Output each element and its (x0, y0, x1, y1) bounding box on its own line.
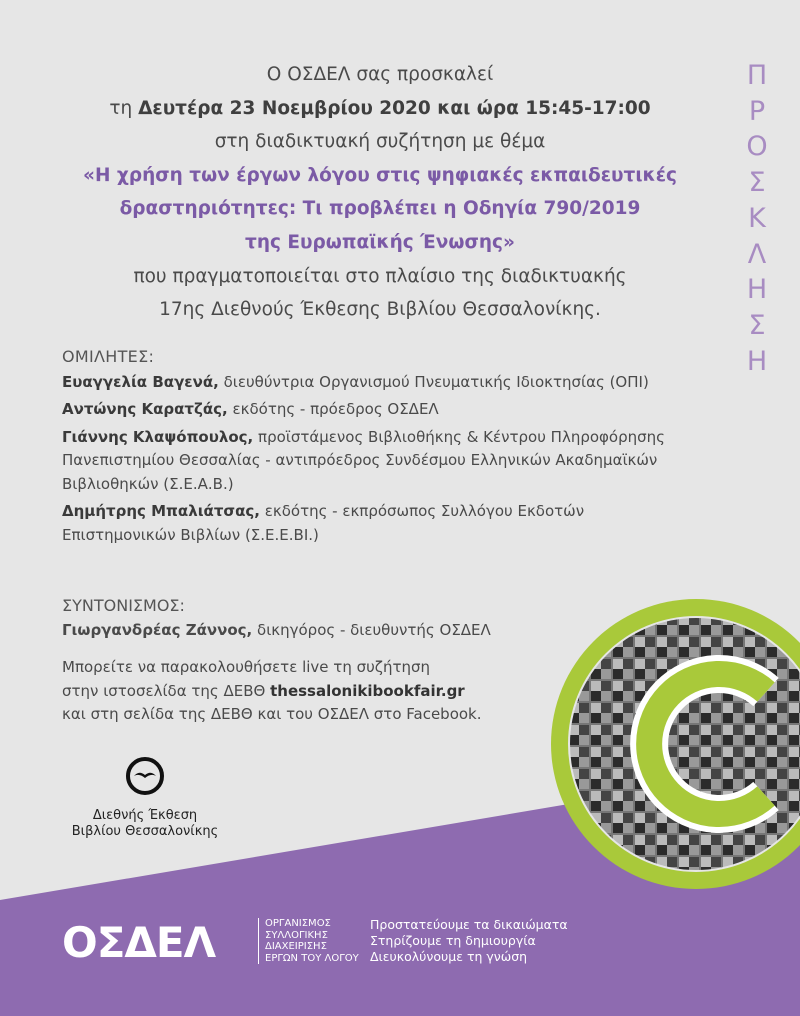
live-line-1: Μπορείτε να παρακολουθήσετε live τη συζήτηση (62, 658, 430, 676)
event-date: Δευτέρα 23 Νοεμβρίου 2020 και ώρα 15:45-17:00 (138, 97, 651, 119)
website-link[interactable]: thessalonikibookfair.gr (270, 681, 465, 700)
speaker-role: εκδότης - πρόεδρος ΟΣΔΕΛ (227, 400, 439, 418)
speaker-role-cont: Επιστημονικών Βιβλίων (Σ.Ε.Ε.ΒΙ.) (62, 525, 319, 544)
vertical-title (737, 58, 777, 379)
invitation-line-1: Ο ΟΣΔΕΛ σας προσκαλεί (266, 64, 494, 85)
moderator-heading: ΣΥΝΤΟΝΙΣΜΟΣ: (62, 596, 185, 615)
topic-line-1: «Η χρήση των έργων λόγου στις ψηφιακές εκπαιδευτικές (83, 164, 677, 186)
invitation-line-7: που πραγματοποιείται στο πλαίσιο της διαδικτυακής (133, 265, 627, 287)
vertical-letter: Λ (747, 238, 767, 270)
vertical-letter: Η (746, 345, 768, 377)
vertical-letter: Π (746, 60, 768, 91)
invitation-block (70, 58, 690, 327)
invitation-line-2: τη Δευτέρα 23 Νοεμβρίου 2020 και ώρα 15:45-17:00 (109, 97, 651, 119)
vertical-letter: Κ (748, 202, 766, 234)
slogan-2: Στηρίζουμε τη δημιουργία (370, 933, 536, 948)
invitation-line-8: 17ης Διεθνούς Έκθεσης Βιβλίου Θεσσαλονίκης. (159, 299, 601, 321)
speaker-role: διευθύντρια Οργανισμού Πνευματικής Ιδιοκτησίας (ΟΠΙ) (218, 372, 649, 391)
collage-c-logo-icon (546, 592, 800, 892)
topic-line-2: δραστηριότητες: Τι προβλέπει η Οδηγία 790/2019 (119, 198, 641, 220)
collage-circle (546, 592, 800, 896)
moderator-role: δικηγόρος - διευθυντής ΟΣΔΕΛ (252, 621, 491, 639)
slogan-1: Προστατεύουμε τα δικαιώματα (370, 917, 568, 932)
speakers-section (62, 345, 702, 551)
vertical-letter: Η (746, 274, 768, 306)
speaker-role: εκδότης - εκπρόσωπος Συλλόγου Εκδοτών (260, 502, 585, 520)
speakers-heading: ΟΜΙΛΗΤΕΣ: (62, 347, 155, 366)
vertical-letter: Σ (748, 167, 766, 199)
book-fair-name-2: Βιβλίου Θεσσαλονίκης (71, 824, 219, 839)
speaker-name: Αντώνης Καρατζάς, (62, 400, 228, 418)
book-fair-logo (70, 756, 220, 840)
osdel-logo: ΟΣΔΕΛ (62, 918, 216, 967)
speaker-entry (62, 398, 702, 422)
invitation-line-3: στη διαδικτυακή συζήτηση με θέμα (214, 131, 546, 153)
topic-line-3: της Ευρωπαϊκής Ένωσης» (245, 231, 515, 253)
speaker-role-cont: Πανεπιστημίου Θεσσαλίας - αντιπρόεδρος Συνδέσμου Ελληνικών Ακαδημαϊκών (62, 451, 658, 469)
live-info (62, 656, 482, 727)
book-fair-name-1: Διεθνής Έκθεση (92, 808, 198, 823)
live-line-3: και στη σελίδα της ΔΕΒΘ και του ΟΣΔΕΛ στο Facebook. (62, 705, 482, 723)
speaker-role-cont: Βιβλιοθηκών (Σ.Ε.Α.Β.) (62, 474, 234, 493)
vertical-letter: Ρ (748, 95, 766, 127)
osdel-subtitle: ΟΡΓΑΝΙΣΜΟΣ ΣΥΛΛΟΓΙΚΗΣ ΔΙΑΧΕΙΡΙΣΗΣ ΕΡΓΩΝ ΤΟΥ ΛΟΓΟΥ (258, 918, 359, 964)
speaker-name: Γιάννης Κλαψόπουλος, (62, 427, 254, 446)
speaker-name: Δημήτρης Μπαλιάτσας, (62, 502, 260, 520)
speaker-entry (62, 500, 702, 547)
live-line-2: στην ιστοσελίδα της ΔΕΒΘ thessalonikibookfair.gr (62, 681, 465, 700)
osdel-slogans (370, 917, 568, 965)
moderator-name: Γιωργανδρέας Ζάννος, (62, 621, 253, 639)
speaker-name: Ευαγγελία Βαγενά, (62, 372, 219, 391)
slogan-3: Διευκολύνουμε τη γνώση (370, 949, 528, 964)
speaker-role: προϊστάμενος Βιβλιοθήκης & Κέντρου Πληροφόρησης (253, 427, 665, 446)
speaker-entry (62, 426, 702, 497)
book-fair-emblem-icon (122, 756, 168, 796)
moderator-entry (62, 618, 491, 642)
vertical-letter: Σ (748, 309, 766, 341)
moderator-section (62, 594, 491, 642)
vertical-letter: Ο (746, 131, 768, 163)
speaker-entry (62, 371, 702, 395)
